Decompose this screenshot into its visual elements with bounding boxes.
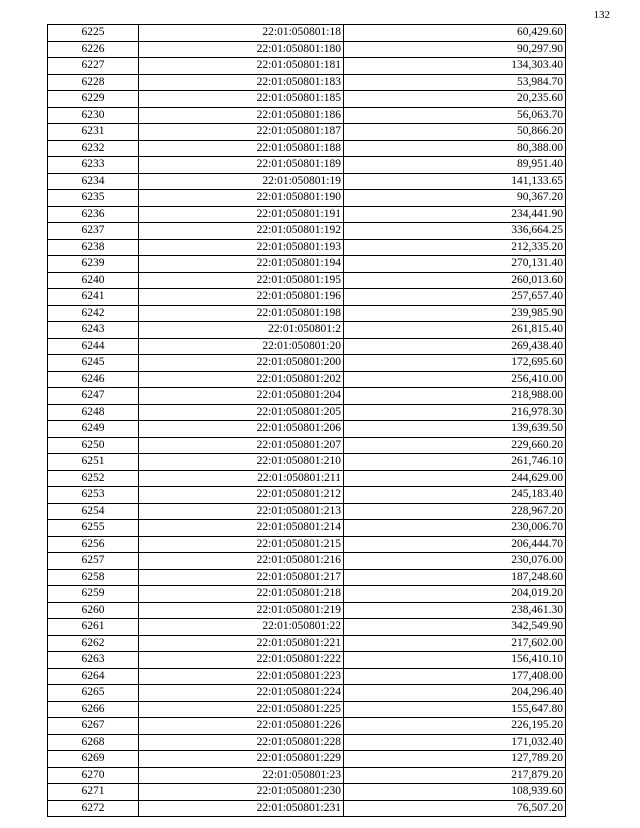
value-cell: 90,297.90 (344, 41, 566, 58)
table-row (48, 355, 566, 372)
table-row (48, 800, 566, 817)
row-number-cell: 6252 (48, 470, 139, 487)
table-row (48, 536, 566, 553)
table-row (48, 388, 566, 405)
value-cell: 217,879.20 (344, 767, 566, 784)
value-cell: 187,248.60 (344, 569, 566, 586)
row-number-cell: 6262 (48, 635, 139, 652)
value-cell: 60,429.60 (344, 25, 566, 42)
cadastral-number-cell: 22:01:050801:22 (139, 619, 344, 636)
row-number-cell: 6271 (48, 784, 139, 801)
row-number-cell: 6229 (48, 91, 139, 108)
row-number-cell: 6227 (48, 58, 139, 75)
value-cell: 260,013.60 (344, 272, 566, 289)
table-row (48, 107, 566, 124)
cadastral-number-cell: 22:01:050801:206 (139, 421, 344, 438)
cadastral-number-cell: 22:01:050801:205 (139, 404, 344, 421)
value-cell: 206,444.70 (344, 536, 566, 553)
row-number-cell: 6241 (48, 289, 139, 306)
table-row (48, 487, 566, 504)
cadastral-number-cell: 22:01:050801:183 (139, 74, 344, 91)
row-number-cell: 6225 (48, 25, 139, 42)
table-row (48, 140, 566, 157)
table-row (48, 569, 566, 586)
value-cell: 172,695.60 (344, 355, 566, 372)
value-cell: 53,984.70 (344, 74, 566, 91)
row-number-cell: 6270 (48, 767, 139, 784)
cadastral-number-cell: 22:01:050801:210 (139, 454, 344, 471)
row-number-cell: 6237 (48, 223, 139, 240)
table-row (48, 602, 566, 619)
table-row (48, 668, 566, 685)
table-row (48, 718, 566, 735)
value-cell: 261,815.40 (344, 322, 566, 339)
table-row (48, 223, 566, 240)
value-cell: 228,967.20 (344, 503, 566, 520)
value-cell: 336,664.25 (344, 223, 566, 240)
row-number-cell: 6272 (48, 800, 139, 817)
table-row (48, 272, 566, 289)
cadastral-number-cell: 22:01:050801:185 (139, 91, 344, 108)
value-cell: 238,461.30 (344, 602, 566, 619)
table-row (48, 239, 566, 256)
data-table (47, 24, 566, 817)
cadastral-number-cell: 22:01:050801:200 (139, 355, 344, 372)
row-number-cell: 6248 (48, 404, 139, 421)
table-row (48, 586, 566, 603)
cadastral-number-cell: 22:01:050801:180 (139, 41, 344, 58)
cadastral-number-cell: 22:01:050801:204 (139, 388, 344, 405)
cadastral-number-cell: 22:01:050801:20 (139, 338, 344, 355)
table-row (48, 553, 566, 570)
value-cell: 270,131.40 (344, 256, 566, 273)
value-cell: 90,367.20 (344, 190, 566, 207)
row-number-cell: 6234 (48, 173, 139, 190)
value-cell: 216,978.30 (344, 404, 566, 421)
cadastral-number-cell: 22:01:050801:191 (139, 206, 344, 223)
table-row (48, 206, 566, 223)
value-cell: 230,076.00 (344, 553, 566, 570)
row-number-cell: 6263 (48, 652, 139, 669)
value-cell: 218,988.00 (344, 388, 566, 405)
row-number-cell: 6265 (48, 685, 139, 702)
cadastral-number-cell: 22:01:050801:219 (139, 602, 344, 619)
row-number-cell: 6230 (48, 107, 139, 124)
value-cell: 244,629.00 (344, 470, 566, 487)
value-cell: 226,195.20 (344, 718, 566, 735)
cadastral-number-cell: 22:01:050801:187 (139, 124, 344, 141)
table-row (48, 41, 566, 58)
value-cell: 108,939.60 (344, 784, 566, 801)
row-number-cell: 6253 (48, 487, 139, 504)
cadastral-number-cell: 22:01:050801:18 (139, 25, 344, 42)
table-row (48, 520, 566, 537)
cadastral-number-cell: 22:01:050801:215 (139, 536, 344, 553)
value-cell: 56,063.70 (344, 107, 566, 124)
row-number-cell: 6242 (48, 305, 139, 322)
cadastral-number-cell: 22:01:050801:186 (139, 107, 344, 124)
table-row (48, 173, 566, 190)
cadastral-number-cell: 22:01:050801:226 (139, 718, 344, 735)
value-cell: 134,303.40 (344, 58, 566, 75)
table-row (48, 91, 566, 108)
row-number-cell: 6260 (48, 602, 139, 619)
cadastral-number-cell: 22:01:050801:212 (139, 487, 344, 504)
row-number-cell: 6233 (48, 157, 139, 174)
row-number-cell: 6269 (48, 751, 139, 768)
table-row (48, 437, 566, 454)
table-row (48, 784, 566, 801)
value-cell: 139,639.50 (344, 421, 566, 438)
table-row (48, 652, 566, 669)
value-cell: 50,866.20 (344, 124, 566, 141)
table-row (48, 421, 566, 438)
cadastral-number-cell: 22:01:050801:230 (139, 784, 344, 801)
cadastral-number-cell: 22:01:050801:213 (139, 503, 344, 520)
row-number-cell: 6264 (48, 668, 139, 685)
cadastral-number-cell: 22:01:050801:218 (139, 586, 344, 603)
row-number-cell: 6244 (48, 338, 139, 355)
cadastral-number-cell: 22:01:050801:228 (139, 734, 344, 751)
value-cell: 217,602.00 (344, 635, 566, 652)
table-row (48, 289, 566, 306)
value-cell: 212,335.20 (344, 239, 566, 256)
row-number-cell: 6268 (48, 734, 139, 751)
cadastral-number-cell: 22:01:050801:192 (139, 223, 344, 240)
table-row (48, 470, 566, 487)
cadastral-number-cell: 22:01:050801:19 (139, 173, 344, 190)
cadastral-number-cell: 22:01:050801:222 (139, 652, 344, 669)
value-cell: 20,235.60 (344, 91, 566, 108)
row-number-cell: 6257 (48, 553, 139, 570)
table-row (48, 503, 566, 520)
table-row (48, 305, 566, 322)
row-number-cell: 6255 (48, 520, 139, 537)
value-cell: 76,507.20 (344, 800, 566, 817)
table-row (48, 701, 566, 718)
table-row (48, 619, 566, 636)
row-number-cell: 6238 (48, 239, 139, 256)
row-number-cell: 6256 (48, 536, 139, 553)
value-cell: 256,410.00 (344, 371, 566, 388)
table-row (48, 74, 566, 91)
row-number-cell: 6239 (48, 256, 139, 273)
cadastral-number-cell: 22:01:050801:188 (139, 140, 344, 157)
value-cell: 261,746.10 (344, 454, 566, 471)
table-row (48, 190, 566, 207)
table-row (48, 404, 566, 421)
table-row (48, 454, 566, 471)
row-number-cell: 6240 (48, 272, 139, 289)
value-cell: 89,951.40 (344, 157, 566, 174)
value-cell: 342,549.90 (344, 619, 566, 636)
cadastral-number-cell: 22:01:050801:196 (139, 289, 344, 306)
value-cell: 229,660.20 (344, 437, 566, 454)
row-number-cell: 6249 (48, 421, 139, 438)
table-row (48, 322, 566, 339)
row-number-cell: 6251 (48, 454, 139, 471)
cadastral-number-cell: 22:01:050801:229 (139, 751, 344, 768)
row-number-cell: 6235 (48, 190, 139, 207)
row-number-cell: 6231 (48, 124, 139, 141)
value-cell: 239,985.90 (344, 305, 566, 322)
cadastral-number-cell: 22:01:050801:23 (139, 767, 344, 784)
value-cell: 156,410.10 (344, 652, 566, 669)
table-row (48, 338, 566, 355)
row-number-cell: 6245 (48, 355, 139, 372)
row-number-cell: 6258 (48, 569, 139, 586)
row-number-cell: 6250 (48, 437, 139, 454)
row-number-cell: 6259 (48, 586, 139, 603)
value-cell: 269,438.40 (344, 338, 566, 355)
value-cell: 204,296.40 (344, 685, 566, 702)
cadastral-number-cell: 22:01:050801:217 (139, 569, 344, 586)
row-number-cell: 6232 (48, 140, 139, 157)
value-cell: 257,657.40 (344, 289, 566, 306)
table-row (48, 25, 566, 42)
row-number-cell: 6226 (48, 41, 139, 58)
cadastral-number-cell: 22:01:050801:214 (139, 520, 344, 537)
cadastral-number-cell: 22:01:050801:225 (139, 701, 344, 718)
table-row (48, 58, 566, 75)
value-cell: 80,388.00 (344, 140, 566, 157)
cadastral-number-cell: 22:01:050801:190 (139, 190, 344, 207)
row-number-cell: 6254 (48, 503, 139, 520)
cadastral-number-cell: 22:01:050801:216 (139, 553, 344, 570)
cadastral-number-cell: 22:01:050801:2 (139, 322, 344, 339)
row-number-cell: 6266 (48, 701, 139, 718)
row-number-cell: 6246 (48, 371, 139, 388)
cadastral-number-cell: 22:01:050801:198 (139, 305, 344, 322)
table-row (48, 157, 566, 174)
cadastral-number-cell: 22:01:050801:223 (139, 668, 344, 685)
value-cell: 127,789.20 (344, 751, 566, 768)
cadastral-number-cell: 22:01:050801:189 (139, 157, 344, 174)
value-cell: 155,647.80 (344, 701, 566, 718)
row-number-cell: 6228 (48, 74, 139, 91)
cadastral-number-cell: 22:01:050801:221 (139, 635, 344, 652)
cadastral-number-cell: 22:01:050801:193 (139, 239, 344, 256)
value-cell: 171,032.40 (344, 734, 566, 751)
page-number: 132 (593, 9, 610, 21)
table-row (48, 734, 566, 751)
table-row (48, 635, 566, 652)
cadastral-number-cell: 22:01:050801:224 (139, 685, 344, 702)
value-cell: 245,183.40 (344, 487, 566, 504)
value-cell: 177,408.00 (344, 668, 566, 685)
row-number-cell: 6236 (48, 206, 139, 223)
table-row (48, 751, 566, 768)
cadastral-number-cell: 22:01:050801:194 (139, 256, 344, 273)
value-cell: 234,441.90 (344, 206, 566, 223)
table-body (48, 25, 566, 817)
cadastral-number-cell: 22:01:050801:211 (139, 470, 344, 487)
table-row (48, 256, 566, 273)
table-row (48, 767, 566, 784)
value-cell: 204,019.20 (344, 586, 566, 603)
row-number-cell: 6247 (48, 388, 139, 405)
table-row (48, 371, 566, 388)
cadastral-number-cell: 22:01:050801:202 (139, 371, 344, 388)
cadastral-number-cell: 22:01:050801:207 (139, 437, 344, 454)
table-row (48, 685, 566, 702)
cadastral-number-cell: 22:01:050801:195 (139, 272, 344, 289)
row-number-cell: 6261 (48, 619, 139, 636)
table-row (48, 124, 566, 141)
row-number-cell: 6243 (48, 322, 139, 339)
value-cell: 230,006.70 (344, 520, 566, 537)
row-number-cell: 6267 (48, 718, 139, 735)
cadastral-number-cell: 22:01:050801:181 (139, 58, 344, 75)
cadastral-number-cell: 22:01:050801:231 (139, 800, 344, 817)
value-cell: 141,133.65 (344, 173, 566, 190)
